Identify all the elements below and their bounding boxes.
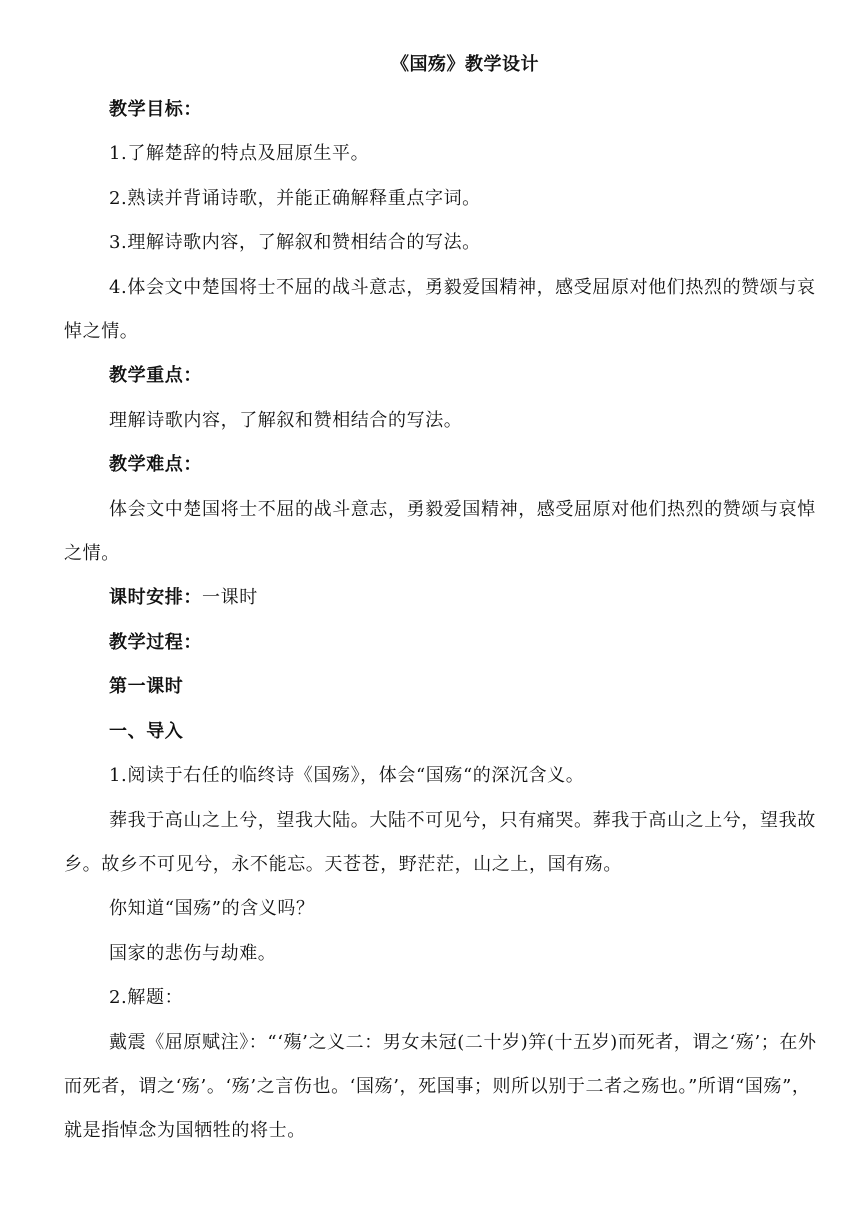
question-text: 你知道“国殇”的含义吗？ (109, 898, 315, 920)
schedule-line (64, 576, 820, 620)
schedule-label: 课时安排： (109, 587, 202, 609)
difficulties-heading: 教学难点： (109, 454, 202, 476)
section-intro-heading: 一、导入 (109, 720, 184, 742)
intro-item-1: 1.阅读于右任的临终诗《国殇》，体会“国殇“的深沉含义。 (109, 765, 585, 787)
schedule-value: 一课时 (202, 587, 258, 609)
objective-item-2: 2.熟读并背诵诗歌，并能正确解释重点字词。 (109, 187, 481, 209)
intro-item-2: 2.解题： (109, 987, 184, 1009)
objective-item-3: 3.理解诗歌内容，了解叙和赞相结合的写法。 (109, 232, 481, 254)
objective-item-1: 1.了解楚辞的特点及屈原生平。 (109, 143, 370, 165)
objectives-heading: 教学目标： (109, 99, 202, 120)
objective-item-4: 4.体会文中楚国将士不屈的战斗意志，勇毅爱国精神，感受屈原对他们热烈的赞颂与哀悼之情。 (64, 276, 816, 343)
process-heading: 教学过程： (109, 631, 202, 653)
document-body (64, 88, 820, 1154)
key-points-text: 理解诗歌内容，了解叙和赞相结合的写法。 (109, 409, 463, 431)
answer-text: 国家的悲伤与劫难。 (109, 942, 277, 964)
document-title: 《国殇》教学设计 (391, 54, 539, 75)
difficulties-text: 体会文中楚国将士不屈的战斗意志，勇毅爱国精神，感受屈原对他们热烈的赞颂与哀悼之情。 (64, 498, 816, 565)
key-points-heading: 教学重点： (109, 365, 202, 387)
lesson-heading: 第一课时 (109, 676, 184, 698)
explanation-text: 戴震《屈原赋注》：“‘殤’之义二：男女未冠(二十岁)笄(十五岁)而死者，谓之‘殇’；在外而死者，谓之‘殇’。‘殇’之言伤也。‘国殇’，死国事；则所以别于二者之殇也。”所谓“国殇”，就是指悼念为国牺牲的将士。 (64, 1031, 817, 1142)
poem-text: 葬我于高山之上兮，望我大陆。大陆不可见兮，只有痛哭。葬我于高山之上兮，望我故乡。故乡不可见兮，永不能忘。天苍苍，野茫茫，山之上，国有殇。 (64, 809, 816, 875)
